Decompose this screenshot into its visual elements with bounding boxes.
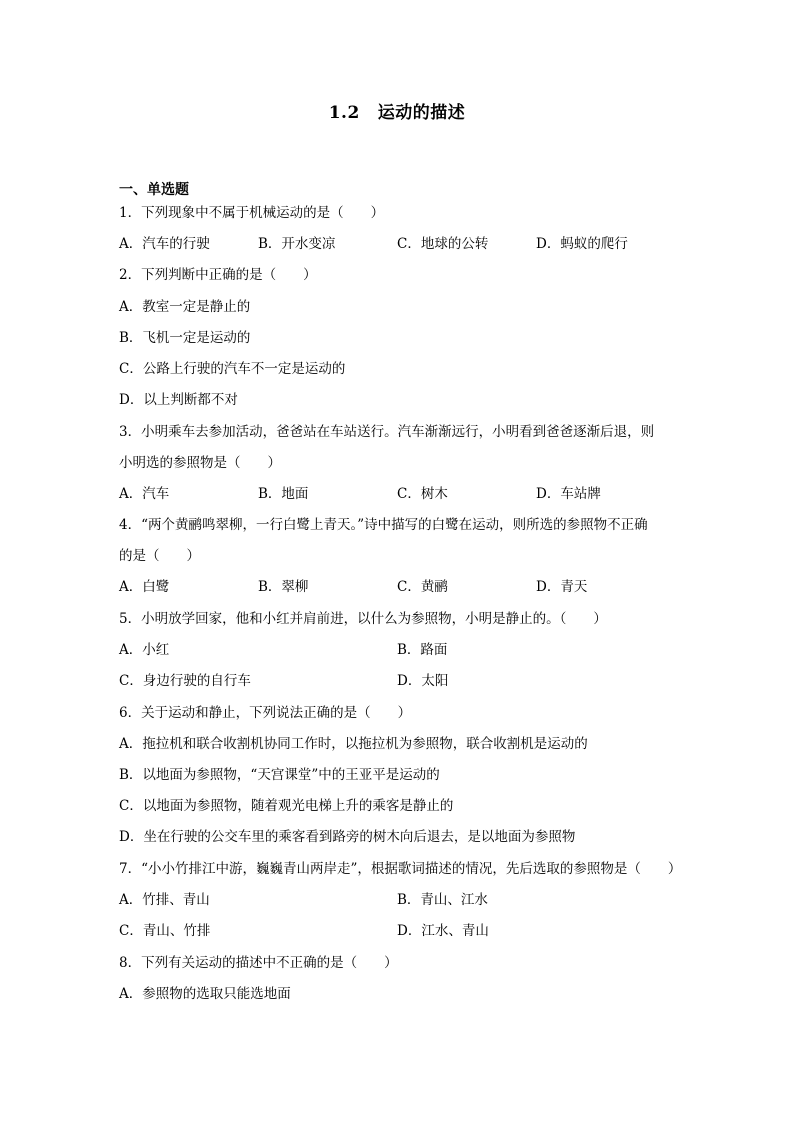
question-7-option-c: C．青山、竹排 xyxy=(119,923,211,939)
question-2-stem: 2．下列判断中正确的是（ ） xyxy=(119,267,317,283)
title-text: 运动的描述 xyxy=(377,103,466,123)
question-4-stem-line-1: 4．“两个黄鹂鸣翠柳，一行白鹭上青天。”诗中描写的白鹭在运动，则所选的参照物不正确 xyxy=(119,517,648,533)
title-number: 1.2 xyxy=(328,103,360,123)
question-2-option-d: D．以上判断都不对 xyxy=(119,392,238,408)
question-8-stem: 8．下列有关运动的描述中不正确的是（ ） xyxy=(119,955,398,971)
question-4-option-c: C．黄鹂 xyxy=(397,579,448,595)
question-1-stem: 1．下列现象中不属于机械运动的是（ ） xyxy=(119,205,385,221)
section-heading: 一、单选题 xyxy=(119,182,189,198)
question-2-option-c: C．公路上行驶的汽车不一定是运动的 xyxy=(119,361,346,377)
question-3-option-b: B．地面 xyxy=(258,486,309,502)
question-6-stem: 6．关于运动和静止，下列说法正确的是（ ） xyxy=(119,705,412,721)
question-4-option-d: D．青天 xyxy=(536,579,588,595)
question-6-option-c: C．以地面为参照物，随着观光电梯上升的乘客是静止的 xyxy=(119,798,454,814)
question-1-option-d: D．蚂蚁的爬行 xyxy=(536,236,628,252)
question-3-option-d: D．车站牌 xyxy=(536,486,601,502)
question-8-option-a: A．参照物的选取只能选地面 xyxy=(119,986,291,1002)
question-2-option-a: A．教室一定是静止的 xyxy=(119,299,251,315)
question-5-option-c: C．身边行驶的自行车 xyxy=(119,673,251,689)
question-3-option-a: A．汽车 xyxy=(119,486,170,502)
question-3-stem-line-2: 小明选的参照物是（ ） xyxy=(119,455,281,471)
question-4-stem-line-2: 的是（ ） xyxy=(119,548,200,564)
question-6-option-b: B．以地面为参照物，“天宫课堂”中的王亚平是运动的 xyxy=(119,767,440,783)
question-7-option-a: A．竹排、青山 xyxy=(119,892,210,908)
question-7-stem: 7．“小小竹排江中游，巍巍青山两岸走”，根据歌词描述的情况，先后选取的参照物是（ ） xyxy=(119,861,682,877)
question-5-option-a: A．小红 xyxy=(119,642,170,658)
question-3-option-c: C．树木 xyxy=(397,486,448,502)
page-title xyxy=(0,98,794,123)
question-5-option-b: B．路面 xyxy=(397,642,448,658)
question-3-stem-line-1: 3．小明乘车去参加活动，爸爸站在车站送行。汽车渐渐远行，小明看到爸爸逐渐后退，则 xyxy=(119,424,655,440)
question-4-option-b: B．翠柳 xyxy=(258,579,309,595)
question-5-stem: 5．小明放学回家，他和小红并肩前进，以什么为参照物，小明是静止的。（ ） xyxy=(119,611,607,627)
question-1-option-c: C．地球的公转 xyxy=(397,236,489,252)
question-6-option-a: A．拖拉机和联合收割机协同工作时，以拖拉机为参照物，联合收割机是运动的 xyxy=(119,736,588,752)
question-5-option-d: D．太阳 xyxy=(397,673,449,689)
question-7-option-b: B．青山、江水 xyxy=(397,892,488,908)
question-4-option-a: A．白鹭 xyxy=(119,579,170,595)
question-1-option-b: B．开水变凉 xyxy=(258,236,336,252)
question-1-option-a: A．汽车的行驶 xyxy=(119,236,210,252)
question-2-option-b: B．飞机一定是运动的 xyxy=(119,330,251,346)
question-7-option-d: D．江水、青山 xyxy=(397,923,489,939)
question-6-option-d: D．坐在行驶的公交车里的乘客看到路旁的树木向后退去，是以地面为参照物 xyxy=(119,829,576,845)
